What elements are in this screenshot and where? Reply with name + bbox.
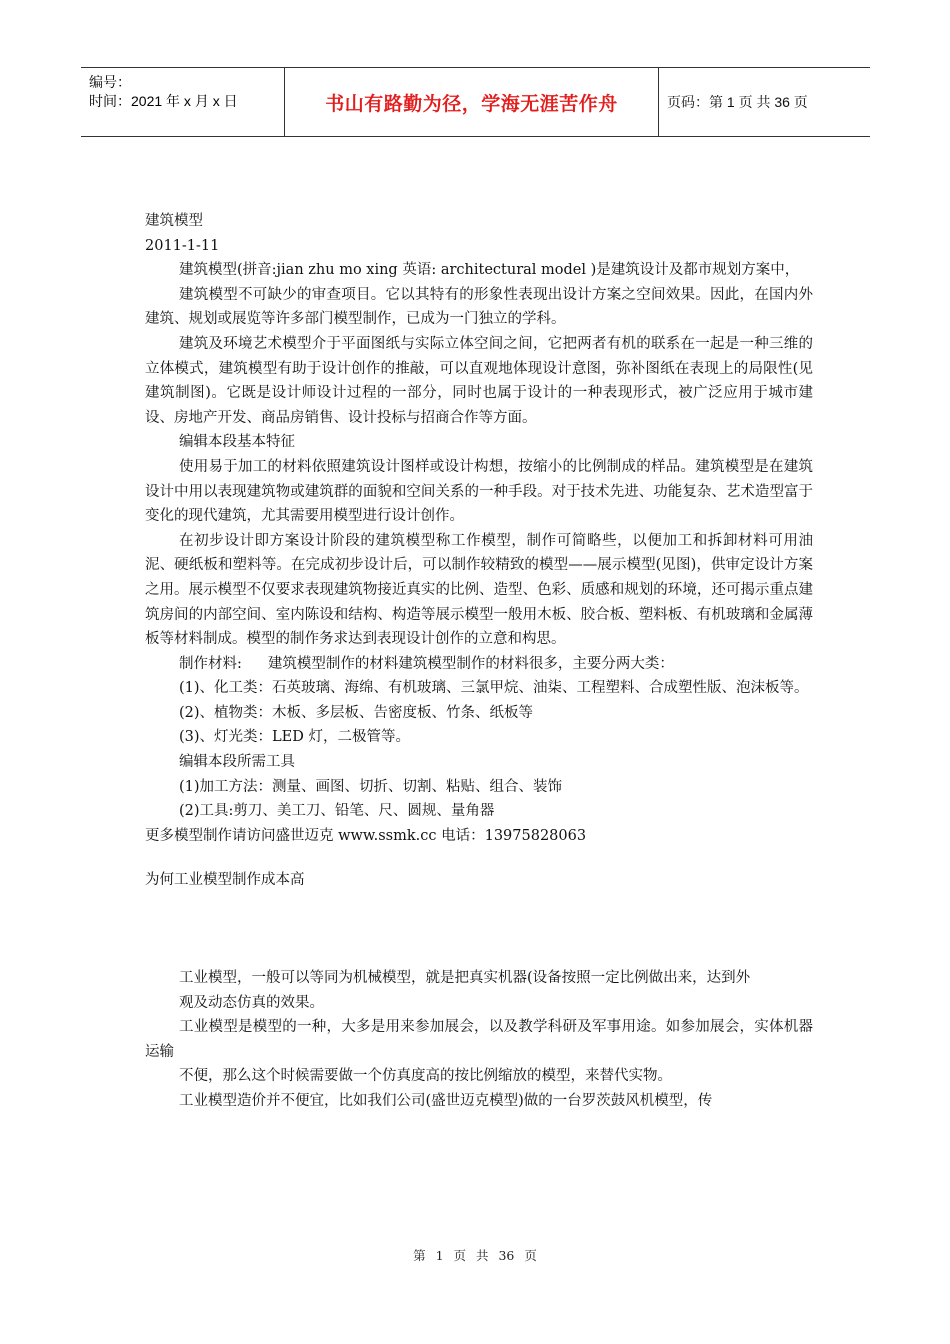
document-header bbox=[81, 67, 870, 137]
article-title: 建筑模型 bbox=[145, 213, 203, 229]
paragraph: 观及动态仿真的效果。 bbox=[179, 994, 324, 1011]
paragraph: 不便，那么这个时候需要做一个仿真度高的按比例缩放的模型，来替代实物。 bbox=[179, 1068, 672, 1085]
list-item: (1)、化工类：石英玻璃、海绵、有机玻璃、三氯甲烷、油柒、工程塑料、合成塑性版、泡沫板等。 bbox=[179, 680, 809, 697]
section-heading: 编辑本段基本特征 bbox=[179, 434, 295, 451]
materials-line bbox=[145, 652, 813, 677]
paragraph: 建筑及环境艺术模型介于平面图纸与实际立体空间之间，它把两者有机的联系在一起是一种三维的立体模式，建筑模型有助于设计创作的推敲，可以直观地体现设计意图，弥补图纸在表现上的局限性(见建筑制图)。它既是设计师设计过程的一部分，同时也属于设计的一种表现形式，被广泛应用于城市建设、房地产开发、商品房销售、设计投标与招商合作等方面。 bbox=[145, 335, 813, 426]
motto-text: 书山有路勤为径，学海无涯苦作舟 bbox=[325, 92, 618, 115]
list-item: (2)工具:剪刀、美工刀、铅笔、尺、圆规、量角器 bbox=[179, 803, 495, 820]
list-item: (3)、灯光类：LED 灯，二极管等。 bbox=[179, 729, 410, 746]
materials-text: 建筑模型制作的材料建筑模型制作的材料很多，主要分两大类： bbox=[267, 655, 674, 672]
paragraph: 工业模型，一般可以等同为机械模型，就是把真实机器(设备按照一定比例做出来，达到外 bbox=[179, 970, 751, 987]
article-date: 2011-1-11 bbox=[145, 237, 220, 254]
page-info: 页码：第 1 页 共 36 页 bbox=[667, 94, 808, 110]
paragraph: 建筑模型不可缺少的审查项目。它以其特有的形象性表现出设计方案之空间效果。因此，在国内外建筑、规划或展览等许多部门模型制作，已成为一门独立的学科。 bbox=[145, 286, 813, 328]
paragraph: 使用易于加工的材料依照建筑设计图样或设计构想，按缩小的比例制成的样品。建筑模型是在建筑设计中用以表现建筑物或建筑群的面貌和空间关系的一种手段。对于技术先进、功能复杂、艺术造型富于变化的现代建筑，尤其需要用模型进行设计创作。 bbox=[145, 458, 813, 525]
paragraph: 工业模型造价并不便宜，比如我们公司(盛世迈克模型)做的一台罗茨鼓风机模型，传 bbox=[179, 1093, 713, 1109]
contact-line: 更多模型制作请访问盛世迈克 www.ssmk.cc 电话：13975828063 bbox=[145, 827, 587, 844]
page-footer: 第 1 页 共 36 页 bbox=[413, 1248, 537, 1263]
header-page-cell bbox=[659, 68, 870, 136]
list-item: (1)加工方法：测量、画图、切折、切割、粘贴、组合、装饰 bbox=[179, 778, 563, 795]
paragraph: 建筑模型(拼音:jian zhu mo xing 英语: architectural model )是建筑设计及都市规划方案中， bbox=[179, 262, 800, 279]
paragraph: 工业模型是模型的一种，大多是用来参加展会，以及教学科研及军事用途。如参加展会，实体机器运输 bbox=[145, 1019, 813, 1060]
paragraph: 在初步设计即方案设计阶段的建筑模型称工作模型，制作可简略些，以便加工和拆卸材料可用油泥、硬纸板和塑料等。在完成初步设计后，可以制作较精致的模型——展示模型(见图)，供审定设计方案之用。展示模型不仅要求表现建筑物接近真实的比例、造型、色彩、质感和规划的环境，还可揭示重点建筑房间的内部空间、室内陈设和结构、构造等展示模型一般用木板、胶合板、塑料板、有机玻璃和金属薄板等材料制成。模型的制作务求达到表现设计创作的立意和构思。 bbox=[145, 532, 813, 648]
number-label: 编号： bbox=[89, 74, 131, 90]
date-line: 时间：2021 年 x 月 x 日 bbox=[89, 93, 238, 109]
header-motto-cell bbox=[285, 68, 659, 136]
section-heading: 编辑本段所需工具 bbox=[179, 754, 295, 771]
document-body bbox=[145, 209, 813, 1114]
materials-label: 制作材料: bbox=[179, 655, 242, 672]
header-meta-cell bbox=[81, 68, 285, 136]
list-item: (2)、植物类：木板、多层板、告密度板、竹条、纸板等 bbox=[179, 704, 534, 721]
article-title-2: 为何工业模型制作成本高 bbox=[145, 872, 305, 889]
